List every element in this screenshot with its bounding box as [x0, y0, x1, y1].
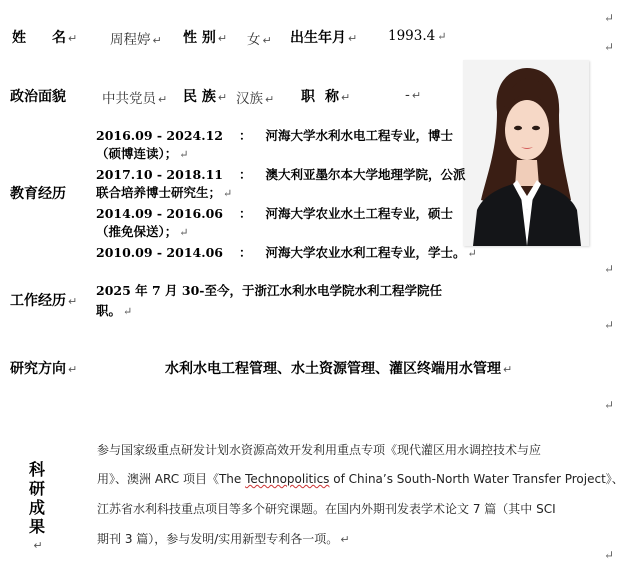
education-item-cont: （推免保送）； ↵: [96, 224, 189, 239]
ethnicity-value: 汉族 ↵: [236, 91, 275, 107]
work-line-2: 职。 ↵: [96, 303, 133, 318]
research-text: 水利水电工程管理、水土资源管理、灌区终端用水管理 ↵: [165, 361, 513, 377]
title-label: 职称 ↵: [301, 89, 351, 105]
education-item-cont: 联合培养博士研究生； ↵: [96, 185, 233, 200]
portrait-photo: [463, 60, 589, 246]
education-item: 2017.10 - 2018.11 ： 澳大利亚墨尔本大学地理学院，公派: [96, 167, 466, 182]
achievement-line: 期刊 3 篇），参与发明/实用新型专利各一项。 ↵: [97, 532, 350, 546]
education-item: 2010.09 - 2014.06 ： 河海大学农业水利工程专业，学士。 ↵: [96, 245, 477, 260]
politics-value: 中共党员 ↵: [102, 91, 168, 107]
achievement-line: 用》、澳洲 ARC 项目《The Technopolitics of China’s South-North Water Transfer Project》、: [97, 472, 624, 486]
ethnicity-label: 民 族 ↵: [183, 89, 228, 105]
row-end-mark: ↵: [604, 11, 615, 25]
achievement-line: 参与国家级重点研发计划水资源高效开发利用重点专项《现代灌区用水调控技术与应: [97, 443, 542, 457]
work-label: 工作经历 ↵: [10, 293, 78, 309]
achievement-line: 江苏省水利科技重点项目等多个研究课题。在国内外期刊发表学术论文 7 篇（其中 SCI: [97, 502, 556, 516]
name-label: 姓名 ↵: [12, 30, 78, 46]
gender-value: 女 ↵: [247, 32, 272, 48]
row-end-mark: ↵: [604, 318, 615, 332]
birth-value: 1993.4 ↵: [388, 28, 447, 44]
education-item-cont: （硕博连读）； ↵: [96, 146, 189, 161]
politics-label: 政治面貌: [10, 89, 66, 105]
gender-label: 性 别 ↵: [183, 30, 228, 46]
row-end-mark: ↵: [604, 40, 615, 54]
achievements-label: 科研成果 ↵: [28, 460, 45, 552]
name-value: 周程婷 ↵: [110, 32, 162, 48]
birth-label: 出生年月 ↵: [290, 30, 358, 46]
education-item: 2016.09 - 2024.12 ： 河海大学水利水电工程专业，博士: [96, 128, 453, 143]
education-item: 2014.09 - 2016.06 ： 河海大学农业水土工程专业，硕士: [96, 206, 453, 221]
work-line-1: 2025 年 7 月 30-至今，于浙江水利水电学院水利工程学院任: [96, 283, 442, 298]
portrait-illustration: [463, 60, 589, 246]
title-value: - ↵: [405, 87, 422, 103]
row-end-mark: ↵: [604, 548, 615, 562]
education-label: 教育经历: [10, 186, 66, 202]
research-label: 研究方向 ↵: [10, 361, 78, 377]
row-end-mark: ↵: [604, 262, 615, 276]
row-end-mark: ↵: [604, 398, 615, 412]
